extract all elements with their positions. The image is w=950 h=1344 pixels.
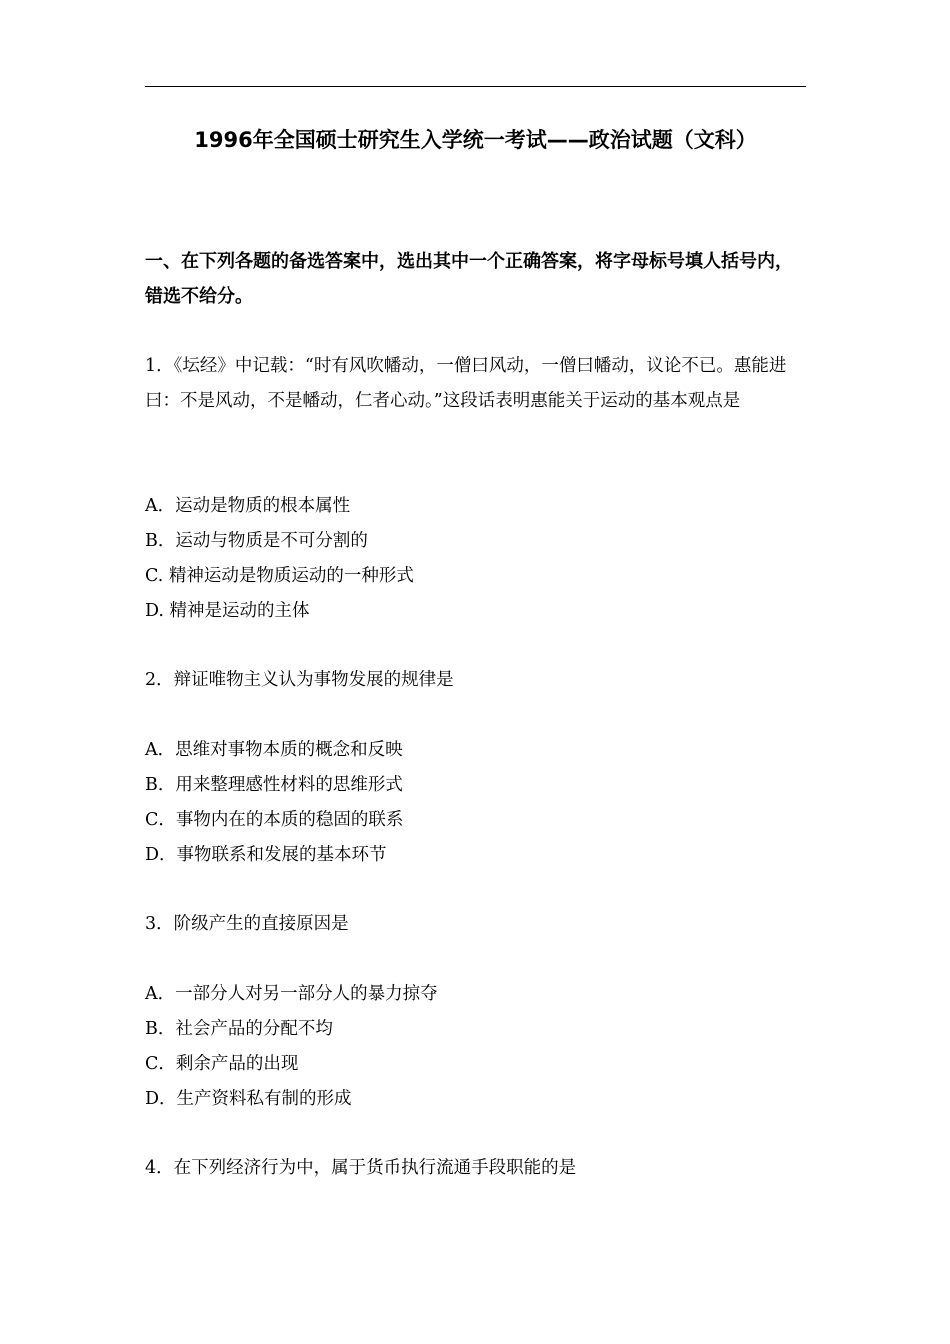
question-option: A．运动是物质的根本属性	[145, 496, 351, 516]
question-option: C．剩余产品的出现	[145, 1054, 299, 1074]
question-option: A．思维对事物本质的概念和反映	[145, 740, 403, 760]
question-option: B．运动与物质是不可分割的	[145, 531, 368, 551]
question-option: D. 精神是运动的主体	[145, 601, 310, 621]
question-option: B．用来整理感性材料的思维形式	[145, 775, 403, 795]
header-rule	[145, 86, 806, 87]
question-option: D．事物联系和发展的基本环节	[145, 845, 387, 865]
question-1-text: 1．《坛经》中记载：“时有风吹幡动，一僧曰风动，一僧曰幡动，议论不已。惠能进曰：不是风动，不是幡动，仁者心动。”这段话表明惠能关于运动的基本观点是	[145, 356, 787, 411]
exam-title: 1996年全国硕士研究生入学统一考试——政治试题（文科）	[194, 128, 757, 152]
question-3-text: 3．阶级产生的直接原因是	[145, 914, 349, 934]
question-option: A．一部分人对另一部分人的暴力掠夺	[145, 984, 438, 1004]
question-2-text: 2．辩证唯物主义认为事物发展的规律是	[145, 670, 454, 690]
section-instruction: 一、在下列各题的备选答案中，选出其中一个正确答案，将字母标号填人括号内，错选不给分。	[145, 251, 793, 307]
question-option: C．事物内在的本质的稳固的联系	[145, 810, 404, 830]
question-2-options	[145, 733, 810, 873]
question-option: C. 精神运动是物质运动的一种形式	[145, 566, 414, 586]
question-3-options	[145, 977, 810, 1117]
question-1-options	[145, 489, 810, 629]
question-option: D．生产资料私有制的形成	[145, 1089, 352, 1109]
question-4-text: 4．在下列经济行为中，属于货币执行流通手段职能的是	[145, 1158, 577, 1178]
question-option: B．社会产品的分配不均	[145, 1019, 333, 1039]
